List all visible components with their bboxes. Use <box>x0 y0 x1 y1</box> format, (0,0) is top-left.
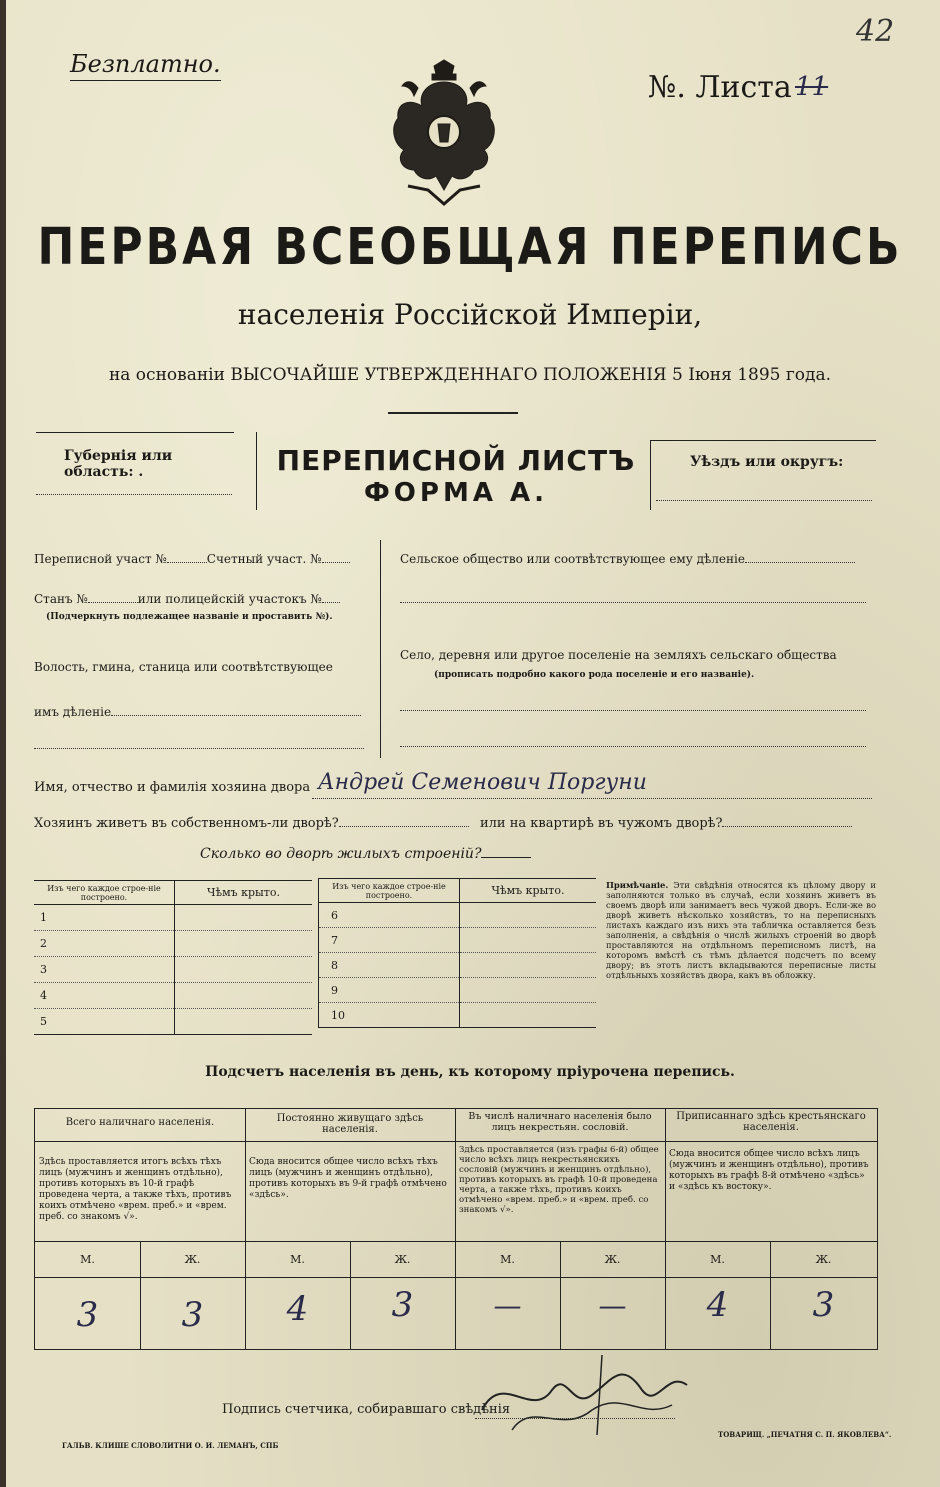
stan-label: Станъ № <box>34 592 88 606</box>
note-title: Примѣчаніе. <box>606 880 669 890</box>
printer-left: ГАЛЬВ. КЛИШЕ СЛОВОЛИТНИ О. И. ЛЕМАНЪ, СПБ <box>62 1441 279 1450</box>
female-label: Ж. <box>815 1253 832 1266</box>
roof-cell[interactable] <box>460 978 597 1003</box>
subtitle: населенія Россійской Имперіи, <box>237 298 703 331</box>
village-note: (прописать подробно какого рода поселеніе и его названіе). <box>434 670 755 680</box>
roof-header: Чѣмъ крыто. <box>175 881 313 905</box>
printer-right: ТОВАРИЩ. „ПЕЧАТНЯ С. П. ЯКОВЛЕВА“. <box>718 1430 892 1439</box>
note-block <box>606 880 876 980</box>
village-line-2[interactable] <box>400 746 866 747</box>
roof-cell[interactable] <box>175 1009 313 1035</box>
roof-cell[interactable] <box>175 905 313 931</box>
roof-cell[interactable] <box>175 983 313 1009</box>
resident-female-value[interactable]: 3 <box>391 1285 414 1325</box>
volost-field[interactable] <box>34 703 361 719</box>
note-text: Эти свѣдѣнія относятся къ цѣлому двору и заполняются только въ случаѣ, если хозяинъ живетъ въ своемъ дворѣ или занимаетъ весь чужой дворъ. Если-же во дворѣ живетъ нѣсколько хозяйствъ, то на переписныхъ листахъ каждаго изъ нихъ эта табличка оставляется безъ заполненія, а свѣдѣнія о числѣ жилыхъ строеній во дворѣ проставляются на отдѣльномъ переписномъ листѣ, на которомъ вмѣстѣ съ тѣмъ дѣлается подсчетъ по всему двору; въ этотъ листъ вкладываются переписные листы отдѣльныхъ хозяйствъ двора, какъ въ обложку. <box>606 880 876 980</box>
rural-society-field[interactable] <box>400 550 855 566</box>
female-label: Ж. <box>604 1253 621 1266</box>
rural-society-line[interactable] <box>400 602 866 603</box>
rural-society-label: Сельское общество или соотвѣтствующее ему дѣленіе <box>400 552 745 566</box>
enumerator-signature[interactable] <box>472 1350 702 1440</box>
nonpeasant-female-value[interactable]: — <box>598 1289 627 1322</box>
peasant-male-value[interactable]: 4 <box>706 1285 729 1325</box>
buildings-table-left <box>34 880 312 1035</box>
guberniya-label: Губернія или область: . <box>64 448 173 480</box>
col-nonpeasant-desc: Здѣсь проставляется (изъ графы 6-й) общее число всѣхъ лицъ некрестьянскихъ сословій (мужчинъ и женщинъ отдѣльно), противъ которыхъ въ графѣ 10-й проведена черта, а также тѣхъ, противъ коихъ отмѣчено «врем. преб.» и «врем. преб. со знакомъ √». <box>459 1145 659 1215</box>
row-number: 6 <box>319 903 460 928</box>
own-yard-field[interactable] <box>34 814 469 831</box>
guberniya-field[interactable] <box>36 494 232 495</box>
column-divider <box>380 540 381 758</box>
row-number: 4 <box>34 983 175 1009</box>
census-area-label: Переписной участ № <box>34 552 167 566</box>
volost-extra-line[interactable] <box>34 748 364 749</box>
ornament-divider <box>388 412 518 414</box>
buildings-table-right <box>318 878 596 1028</box>
male-label: М. <box>80 1253 95 1266</box>
form-title: ПЕРЕПИСНОЙ ЛИСТЪ <box>276 444 636 477</box>
male-label: М. <box>290 1253 305 1266</box>
sheet-number-label: №. Листа <box>648 70 792 105</box>
free-label: Безплатно. <box>70 50 221 81</box>
material-header: Изъ чего каждое строе-ніе построено. <box>34 881 175 905</box>
legal-basis: на основаніи ВЫСОЧАЙШЕ УТВЕРЖДЕННАГО ПОЛОЖЕНІЯ 5 Іюня 1895 года. <box>108 365 832 385</box>
signature-label: Подпись счетчика, собиравшаго свѣдѣнія <box>222 1402 511 1417</box>
owner-name-label: Имя, отчество и фамилія хозяина двора <box>34 780 311 795</box>
roof-header: Чѣмъ крыто. <box>460 879 597 903</box>
row-number: 1 <box>34 905 175 931</box>
total-male-value[interactable]: 3 <box>76 1295 99 1335</box>
col-peasant-title: Приписаннаго здѣсь крестьянскаго населенія. <box>676 1111 866 1133</box>
form-box <box>36 432 876 510</box>
count-heading: Подсчетъ населенія въ день, къ которому пріурочена перепись. <box>205 1064 735 1080</box>
underline-note: (Подчеркнуть подлежащее названіе и проставить №). <box>46 612 333 622</box>
row-number: 3 <box>34 957 175 983</box>
female-label: Ж. <box>394 1253 411 1266</box>
uezd-field[interactable] <box>656 500 872 501</box>
roof-cell[interactable] <box>460 903 597 928</box>
sheet-number-value: 11 <box>795 72 829 102</box>
own-yard-label: Хозяинъ живетъ въ собственномъ-ли дворѣ? <box>34 816 339 831</box>
police-area-label: или полицейскій участокъ № <box>137 592 322 606</box>
roof-cell[interactable] <box>175 931 313 957</box>
male-label: М. <box>500 1253 515 1266</box>
buildings-label: Сколько во дворѣ жилыхъ строеній? <box>200 846 482 862</box>
main-title: ПЕРВАЯ ВСЕОБЩАЯ ПЕРЕПИСЬ <box>37 218 903 277</box>
total-female-value[interactable]: 3 <box>181 1295 204 1335</box>
col-peasant-desc: Сюда вносится общее число всѣхъ лицъ (мужчинъ и женщинъ отдѣльно), противъ которыхъ въ графѣ 8-й отмѣчено «здѣсь» и «здѣсь къ востоку». <box>669 1149 869 1192</box>
row-number: 9 <box>319 978 460 1003</box>
buildings-field[interactable] <box>200 846 531 862</box>
uezd-label: Уѣздъ или округъ: <box>690 454 844 470</box>
village-label: Село, деревня или другое поселеніе на земляхъ сельскаго общества <box>400 648 837 662</box>
row-number: 2 <box>34 931 175 957</box>
roof-cell[interactable] <box>460 1003 597 1028</box>
resident-male-value[interactable]: 4 <box>286 1289 309 1329</box>
double-headed-eagle-icon <box>388 58 500 208</box>
village-line-1[interactable] <box>400 710 866 711</box>
male-label: М. <box>710 1253 725 1266</box>
row-number: 8 <box>319 953 460 978</box>
volost-cont-label: имъ дѣленіе <box>34 705 112 719</box>
row-number: 10 <box>319 1003 460 1028</box>
roof-cell[interactable] <box>175 957 313 983</box>
roof-cell[interactable] <box>460 953 597 978</box>
census-area-field[interactable] <box>34 550 350 565</box>
row-number: 7 <box>319 928 460 953</box>
rented-label: или на квартирѣ въ чужомъ дворѣ? <box>480 816 723 831</box>
female-label: Ж. <box>184 1253 201 1266</box>
col-total-desc: Здѣсь проставляется итогъ всѣхъ тѣхъ лицъ (мужчинъ и женщинъ отдѣльно), противъ которыхъ въ 10-й графѣ проведена черта, а также тѣхъ, противъ коихъ отмѣчено «врем. преб.» и «врем. преб. со знакомъ √». <box>39 1157 232 1222</box>
col-resident-desc: Сюда вносится общее число всѣхъ тѣхъ лицъ (мужчинъ и женщинъ отдѣльно), противъ которыхъ въ 9-й графѣ отмѣчено «здѣсь». <box>249 1157 447 1200</box>
volost-label: Волость, гмина, станица или соотвѣтствующее <box>34 660 333 674</box>
roof-cell[interactable] <box>460 928 597 953</box>
rented-field[interactable] <box>480 814 852 831</box>
owner-name-value[interactable]: Андрей Семенович Поргуни <box>318 770 647 795</box>
col-nonpeasant-title: Въ числѣ наличнаго населенія было лицъ некрестьян. сословій. <box>468 1111 652 1133</box>
stan-field[interactable] <box>34 590 340 605</box>
peasant-female-value[interactable]: 3 <box>812 1285 835 1325</box>
form-subtitle: ФОРМА А. <box>364 478 548 508</box>
row-number: 5 <box>34 1009 175 1035</box>
nonpeasant-male-value[interactable]: — <box>493 1289 522 1322</box>
page-number-handwritten: 42 <box>856 14 895 49</box>
col-resident-title: Постоянно живущаго здѣсь населенія. <box>276 1113 424 1135</box>
col-total-title: Всего наличнаго населенія. <box>65 1117 215 1128</box>
material-header: Изъ чего каждое строе-ніе построено. <box>319 879 460 903</box>
population-table <box>34 1108 878 1350</box>
count-area-label: Счетный участ. № <box>206 552 322 566</box>
